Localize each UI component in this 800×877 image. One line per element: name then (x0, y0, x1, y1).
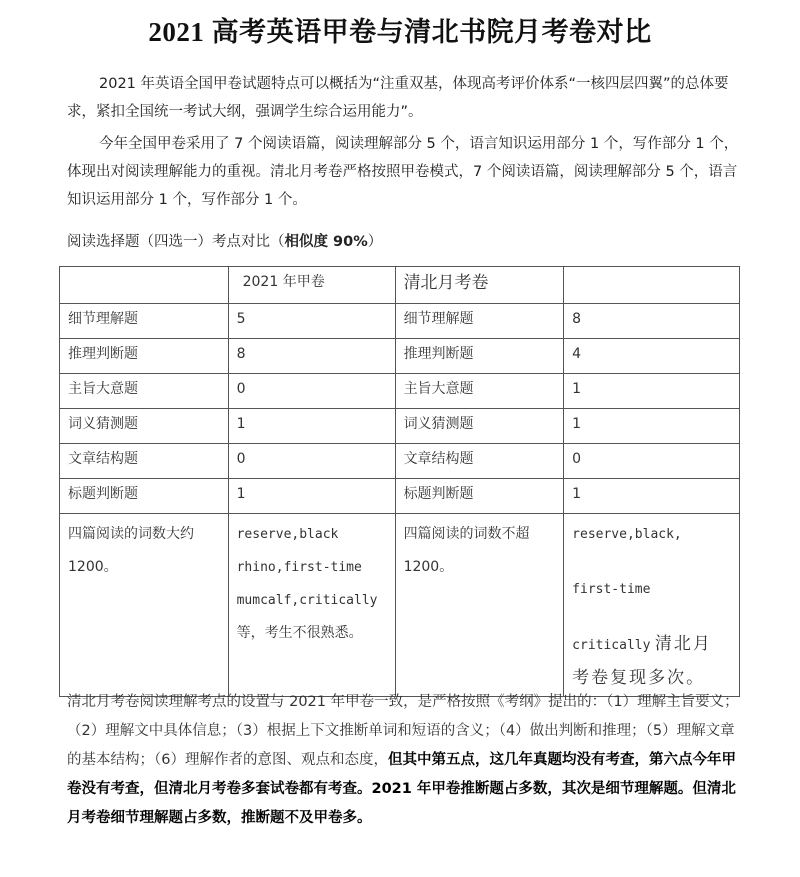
similarity-label: 相似度 90% (284, 234, 368, 250)
vocab-line: rhino,first-time (236, 560, 362, 575)
intro-paragraph: 2021 年英语全国甲卷试题特点可以概括为“注重双基，体现高考评价体系“一核四层四翼”的总体要求，紧扣全国统一考试大纲，强调学生综合运用能力”。 (67, 76, 729, 120)
cell-count: 1 (228, 479, 395, 514)
table-row (60, 304, 740, 339)
word-count-row (60, 514, 740, 697)
cell-count: 5 (228, 304, 395, 339)
cell-type: 词义猜测题 (395, 409, 564, 444)
header-cell-qingbei: 清北月考卷 (395, 267, 564, 304)
table-row (60, 374, 740, 409)
vocab-word: critically (572, 638, 651, 653)
caption-text: 阅读选择题（四选一）考点对比（ (67, 234, 285, 250)
summary-normal: 清北月考卷阅读理解考点的设置与 2021 年甲卷一致，是严格按照《考纲》提出的：（1）理解主旨要义；（2）理解文中具体信息；（3）根据上下文推断单词和短语的含义；（4）做出判断和推理；（5）理解文章的基本结构；（6）理解作者的意图、观点和态度， (67, 694, 739, 768)
document-title: 2021 高考英语甲卷与清北书院月考卷对比 (148, 17, 652, 47)
table-row (60, 479, 740, 514)
vocab-2021 (228, 514, 395, 697)
cell-type: 文章结构题 (60, 444, 229, 479)
cell-type: 细节理解题 (395, 304, 564, 339)
vocab-note-start: 清北月 (654, 634, 712, 654)
vocab-note-end: 考卷复现多次。 (572, 668, 706, 688)
cell-type: 细节理解题 (60, 304, 229, 339)
vocab-note: 等，考生不很熟悉。 (236, 625, 363, 641)
cell-type: 文章结构题 (395, 444, 564, 479)
word-count-2021: 四篇阅读的词数大约 1200。 (60, 514, 229, 697)
word-count-qingbei: 四篇阅读的词数不超 1200。 (395, 514, 564, 697)
cell-count: 8 (564, 304, 740, 339)
table-row (60, 339, 740, 374)
cell-count: 1 (564, 409, 740, 444)
table-caption (67, 228, 743, 256)
cell-count: 1 (564, 479, 740, 514)
cell-type: 推理判断题 (395, 339, 564, 374)
summary-bold: 但其中第五点，这几年真题均没有考查，第六点今年甲卷没有考查，但清北月考卷多套试卷都有考查。2021 年甲卷推断题占多数，其次是细节理解题。但清北月考卷细节理解题占多数，推断题不及甲卷多。 (67, 752, 736, 826)
cell-count: 0 (228, 374, 395, 409)
cell-type: 词义猜测题 (60, 409, 229, 444)
cell-type: 主旨大意题 (395, 374, 564, 409)
cell-type: 推理判断题 (60, 339, 229, 374)
cell-type: 主旨大意题 (60, 374, 229, 409)
cell-count: 1 (564, 374, 740, 409)
cell-type: 标题判断题 (60, 479, 229, 514)
cell-count: 0 (228, 444, 395, 479)
header-cell-empty-2 (564, 267, 740, 304)
table-row (60, 444, 740, 479)
caption-close: ） (367, 234, 383, 250)
vocab-line: first-time (572, 582, 651, 597)
header-cell-empty (60, 267, 229, 304)
table-row (60, 409, 740, 444)
summary-paragraph (67, 688, 743, 833)
vocab-line: mumcalf,critically (236, 593, 378, 608)
vocab-line: reserve,black, (572, 527, 682, 542)
table-header-row (60, 267, 740, 304)
cell-count: 4 (564, 339, 740, 374)
structure-paragraph: 今年全国甲卷采用了 7 个阅读语篇，阅读理解部分 5 个，语言知识运用部分 1 个，写作部分 1 个，体现出对阅读理解能力的重视。清北月考卷严格按照甲卷模式，7 个阅读语篇，阅读理解部分 5 个，语言知识运用部分 1 个，写作部分 1 个。 (67, 136, 739, 208)
cell-count: 1 (228, 409, 395, 444)
vocab-qingbei (564, 514, 740, 697)
vocab-line: reserve,black (236, 527, 339, 542)
header-cell-2021: 2021 年甲卷 (228, 267, 395, 304)
cell-count: 8 (228, 339, 395, 374)
cell-count: 0 (564, 444, 740, 479)
comparison-table (59, 266, 740, 697)
cell-type: 标题判断题 (395, 479, 564, 514)
